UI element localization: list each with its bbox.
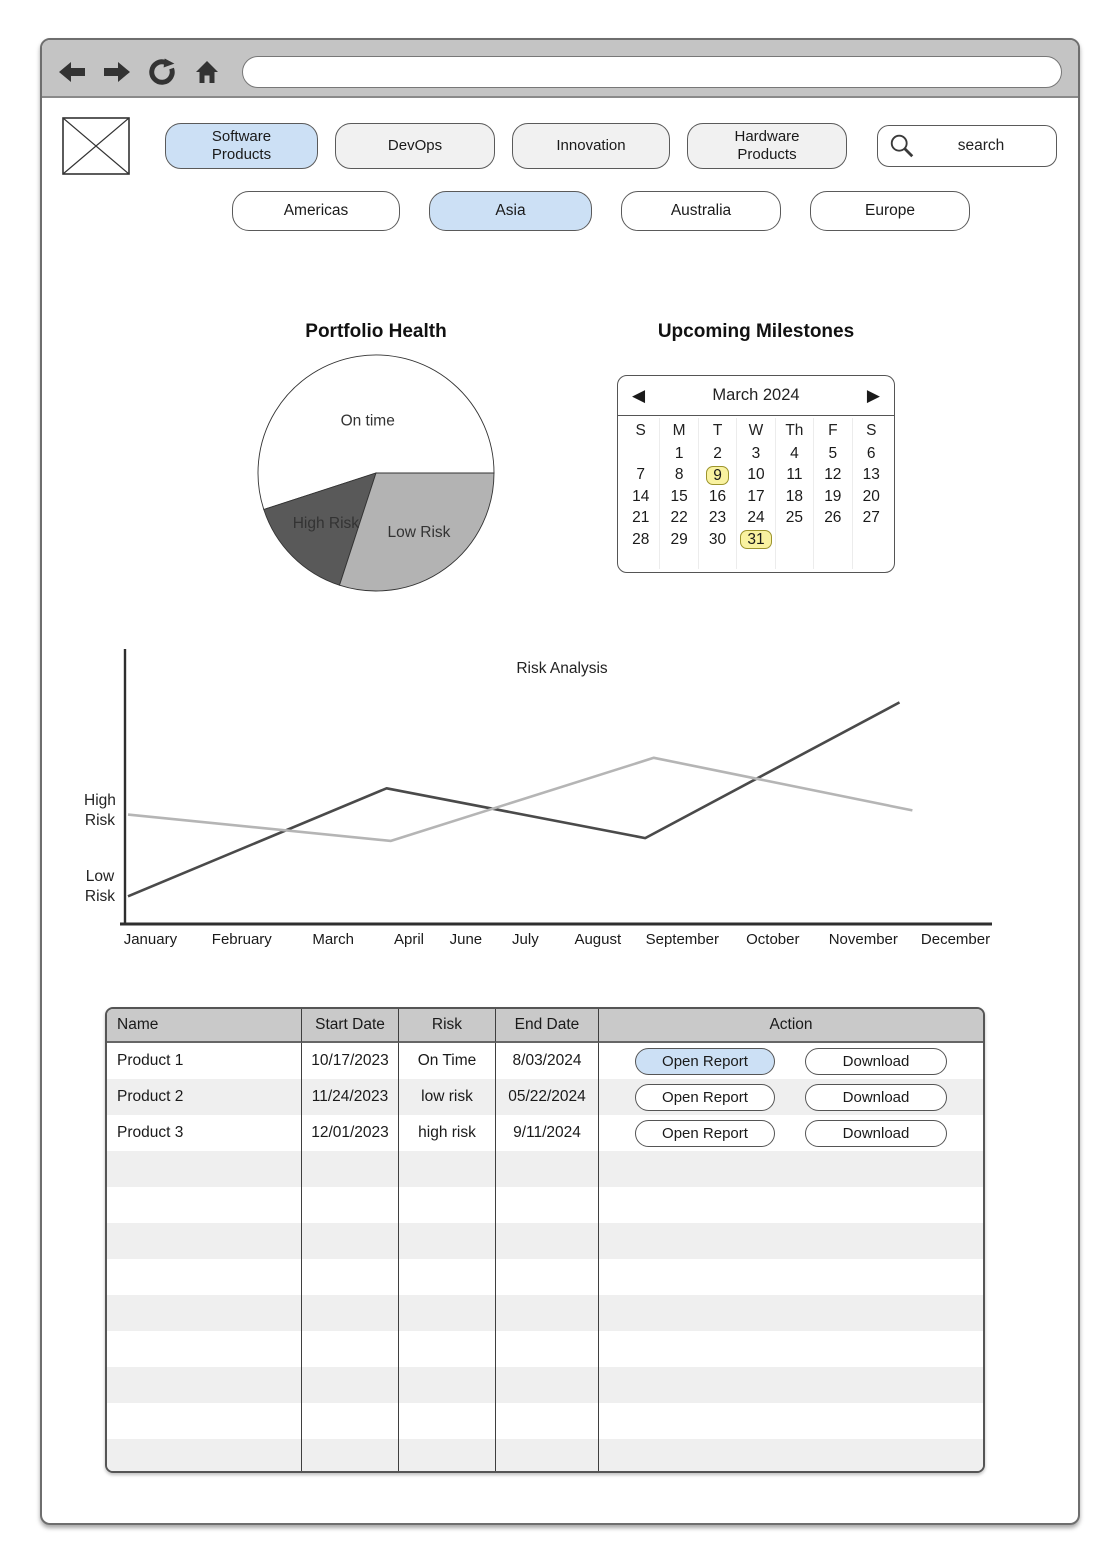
line-chart-title: Risk Analysis: [516, 660, 608, 677]
upcoming-milestones-title: Upcoming Milestones: [657, 321, 855, 342]
cell-risk: [399, 1151, 496, 1187]
x-tick-label: November: [828, 931, 898, 948]
cell-risk: [399, 1295, 496, 1331]
cell-risk: [399, 1439, 496, 1473]
calendar: [617, 375, 895, 573]
calendar-column: [814, 418, 852, 569]
tab-label: Software Products: [211, 128, 272, 163]
day-of-week-label: M: [672, 421, 686, 439]
cell-start-date: 10/17/2023: [302, 1043, 399, 1079]
x-tick-label: August: [574, 931, 622, 948]
calendar-column: [699, 418, 737, 569]
calendar-day[interactable]: 10: [747, 466, 765, 484]
calendar-month-label: March 2024: [712, 386, 800, 404]
cell-end-date: [496, 1187, 599, 1223]
calendar-column: [853, 418, 890, 569]
calendar-day[interactable]: 28: [632, 530, 650, 548]
back-button[interactable]: [56, 58, 88, 86]
column-header-action: Action: [599, 1009, 983, 1043]
cell-end-date: 9/11/2024: [496, 1115, 599, 1151]
cell-end-date: [496, 1403, 599, 1439]
calendar-column: [776, 418, 814, 569]
cell-end-date: [496, 1223, 599, 1259]
cell-name: Product 3: [107, 1115, 302, 1151]
cell-actions: [599, 1259, 983, 1295]
search-placeholder: search: [957, 137, 1005, 154]
calendar-day[interactable]: 14: [632, 487, 650, 505]
x-tick-label: July: [512, 931, 539, 948]
calendar-day[interactable]: 12: [824, 466, 842, 484]
calendar-next-icon[interactable]: ▶: [863, 386, 884, 406]
cell-actions: [599, 1115, 983, 1151]
category-tabs: [165, 123, 847, 169]
calendar-day[interactable]: 15: [670, 487, 688, 505]
cell-actions: [599, 1439, 983, 1473]
calendar-day[interactable]: 8: [674, 466, 684, 484]
browser-toolbar: [42, 40, 1078, 98]
day-of-week-label: F: [828, 421, 838, 439]
pie-label: High Risk: [292, 515, 360, 533]
open-report-button[interactable]: Open Report: [635, 1120, 775, 1147]
calendar-day[interactable]: 23: [708, 509, 727, 527]
cell-end-date: [496, 1151, 599, 1187]
cell-risk: [399, 1259, 496, 1295]
download-button[interactable]: Download: [805, 1084, 947, 1111]
region-button-europe[interactable]: Europe: [810, 191, 970, 231]
column-header-risk: Risk: [399, 1009, 496, 1043]
region-button-asia[interactable]: Asia: [429, 191, 592, 231]
calendar-day[interactable]: 25: [785, 509, 804, 527]
cell-start-date: 11/24/2023: [302, 1079, 399, 1115]
cell-name: [107, 1367, 302, 1403]
cell-end-date: [496, 1295, 599, 1331]
cell-actions: [599, 1043, 983, 1079]
calendar-day: [622, 443, 659, 465]
cell-name: [107, 1331, 302, 1367]
tab-label: Hardware Products: [734, 128, 800, 163]
cell-name: [107, 1259, 302, 1295]
products-table: [105, 1007, 985, 1473]
cell-risk: [399, 1223, 496, 1259]
forward-arrow-icon: [102, 60, 132, 84]
cell-name: Product 2: [107, 1079, 302, 1115]
cell-start-date: [302, 1439, 399, 1473]
cell-end-date: [496, 1367, 599, 1403]
cell-start-date: [302, 1331, 399, 1367]
y-tick-label: High: [84, 792, 116, 810]
calendar-day[interactable]: 7: [636, 466, 646, 484]
cell-start-date: 12/01/2023: [302, 1115, 399, 1151]
home-icon: [194, 59, 220, 85]
calendar-column: [737, 418, 775, 569]
cell-end-date: [496, 1439, 599, 1473]
calendar-grid: [618, 416, 894, 569]
cell-actions: [599, 1295, 983, 1331]
calendar-day[interactable]: 24: [747, 509, 765, 527]
x-tick-label: January: [123, 931, 178, 948]
magnifier-icon: [888, 132, 916, 160]
tab-label: Innovation: [556, 137, 626, 155]
calendar-day[interactable]: [699, 465, 736, 487]
column-header-name: Name: [107, 1009, 302, 1043]
calendar-day[interactable]: 27: [862, 509, 880, 527]
calendar-day: [853, 529, 890, 551]
column-header-end-date: End Date: [496, 1009, 599, 1043]
cell-end-date: 8/03/2024: [496, 1043, 599, 1079]
cell-start-date: [302, 1259, 399, 1295]
cell-risk: [399, 1403, 496, 1439]
cell-start-date: [302, 1187, 399, 1223]
tab-innovation[interactable]: [512, 123, 670, 169]
region-button-australia[interactable]: Australia: [621, 191, 781, 231]
browser-window: [40, 38, 1080, 1525]
url-input[interactable]: [242, 56, 1062, 88]
calendar-day[interactable]: 30: [708, 530, 727, 548]
x-tick-label: April: [393, 931, 425, 948]
region-button-americas[interactable]: Americas: [232, 191, 400, 231]
open-report-button[interactable]: Open Report: [635, 1084, 775, 1111]
cell-start-date: [302, 1223, 399, 1259]
risk-analysis-line-chart: [70, 647, 1005, 959]
cell-start-date: [302, 1367, 399, 1403]
highlighted-day: 9: [706, 466, 729, 485]
calendar-day[interactable]: 11: [786, 466, 803, 484]
x-tick-label: February: [211, 931, 272, 948]
calendar-header: [618, 376, 894, 416]
cell-risk: high risk: [399, 1115, 496, 1151]
tab-hardware-products[interactable]: [687, 123, 847, 169]
cell-name: [107, 1295, 302, 1331]
calendar-day[interactable]: 18: [785, 487, 804, 505]
refresh-button[interactable]: [146, 58, 178, 86]
pie-label: Low Risk: [387, 524, 451, 542]
x-tick-label: September: [645, 931, 719, 948]
download-button[interactable]: Download: [805, 1048, 947, 1075]
cell-risk: [399, 1367, 496, 1403]
cell-actions: [599, 1079, 983, 1115]
calendar-day[interactable]: 4: [790, 444, 799, 462]
day-of-week-label: T: [712, 421, 723, 439]
forward-button[interactable]: [101, 58, 133, 86]
cell-actions: [599, 1223, 983, 1259]
cell-end-date: [496, 1259, 599, 1295]
image-placeholder-icon: [62, 117, 130, 175]
cell-start-date: [302, 1295, 399, 1331]
calendar-day[interactable]: 1: [674, 444, 684, 462]
calendar-day[interactable]: 19: [824, 487, 842, 505]
cell-name: [107, 1223, 302, 1259]
calendar-day[interactable]: [737, 529, 774, 551]
day-of-week-label: Th: [785, 421, 804, 439]
x-tick-label: June: [449, 931, 483, 948]
cell-name: [107, 1187, 302, 1223]
calendar-prev-icon[interactable]: ◀: [628, 386, 649, 406]
calendar-day[interactable]: 22: [670, 509, 688, 527]
dark-line: [128, 702, 900, 896]
pie-label: On time: [340, 412, 395, 430]
back-arrow-icon: [57, 60, 87, 84]
cell-risk: [399, 1187, 496, 1223]
cell-actions: [599, 1331, 983, 1367]
cell-name: [107, 1151, 302, 1187]
calendar-column: [622, 418, 660, 569]
day-of-week-label: S: [635, 421, 646, 439]
calendar-day[interactable]: 2: [713, 444, 722, 462]
cell-start-date: [302, 1403, 399, 1439]
y-tick-label: Low: [85, 868, 115, 886]
x-tick-label: October: [746, 931, 800, 948]
calendar-day[interactable]: 3: [751, 444, 761, 462]
day-of-week-label: W: [748, 421, 764, 439]
highlighted-day: 31: [740, 530, 771, 549]
cell-risk: [399, 1331, 496, 1367]
nav-row: [42, 116, 1078, 176]
y-tick-label: Risk: [84, 812, 116, 830]
calendar-day[interactable]: 20: [862, 487, 880, 505]
portfolio-health-pie-chart: [255, 352, 497, 594]
cell-name: [107, 1439, 302, 1473]
home-button[interactable]: [191, 58, 223, 86]
y-tick-label: Risk: [84, 888, 116, 906]
calendar-day[interactable]: 26: [824, 509, 842, 527]
search-input[interactable]: [877, 125, 1057, 167]
calendar-day[interactable]: 16: [708, 487, 727, 505]
cell-actions: [599, 1367, 983, 1403]
cell-name: [107, 1403, 302, 1439]
cell-end-date: [496, 1331, 599, 1367]
calendar-column: [660, 418, 698, 569]
x-tick-label: December: [920, 931, 991, 948]
cell-risk: On Time: [399, 1043, 496, 1079]
cell-actions: [599, 1151, 983, 1187]
calendar-day[interactable]: 29: [670, 530, 688, 548]
tab-software-products[interactable]: [165, 123, 318, 169]
refresh-icon: [148, 58, 176, 86]
calendar-day: [776, 529, 813, 551]
tab-label: DevOps: [387, 137, 443, 155]
calendar-day[interactable]: 17: [747, 487, 765, 505]
x-tick-label: March: [312, 931, 355, 948]
region-filter-row: [232, 191, 970, 231]
calendar-day[interactable]: 6: [866, 444, 876, 462]
open-report-button[interactable]: Open Report: [635, 1048, 775, 1075]
download-button[interactable]: Download: [805, 1120, 947, 1147]
calendar-day[interactable]: 21: [632, 509, 650, 527]
cell-name: Product 1: [107, 1043, 302, 1079]
calendar-day[interactable]: 5: [828, 444, 838, 462]
day-of-week-label: S: [866, 421, 877, 439]
cell-actions: [599, 1187, 983, 1223]
light-line: [128, 758, 912, 841]
cell-end-date: 05/22/2024: [496, 1079, 599, 1115]
calendar-day: [814, 529, 851, 551]
tab-devops[interactable]: [335, 123, 495, 169]
cell-risk: low risk: [399, 1079, 496, 1115]
cell-actions: [599, 1403, 983, 1439]
portfolio-health-title: Portfolio Health: [305, 321, 447, 342]
column-header-start-date: Start Date: [302, 1009, 399, 1043]
calendar-day[interactable]: 13: [862, 466, 880, 484]
cell-start-date: [302, 1151, 399, 1187]
logo-placeholder: [62, 117, 130, 175]
